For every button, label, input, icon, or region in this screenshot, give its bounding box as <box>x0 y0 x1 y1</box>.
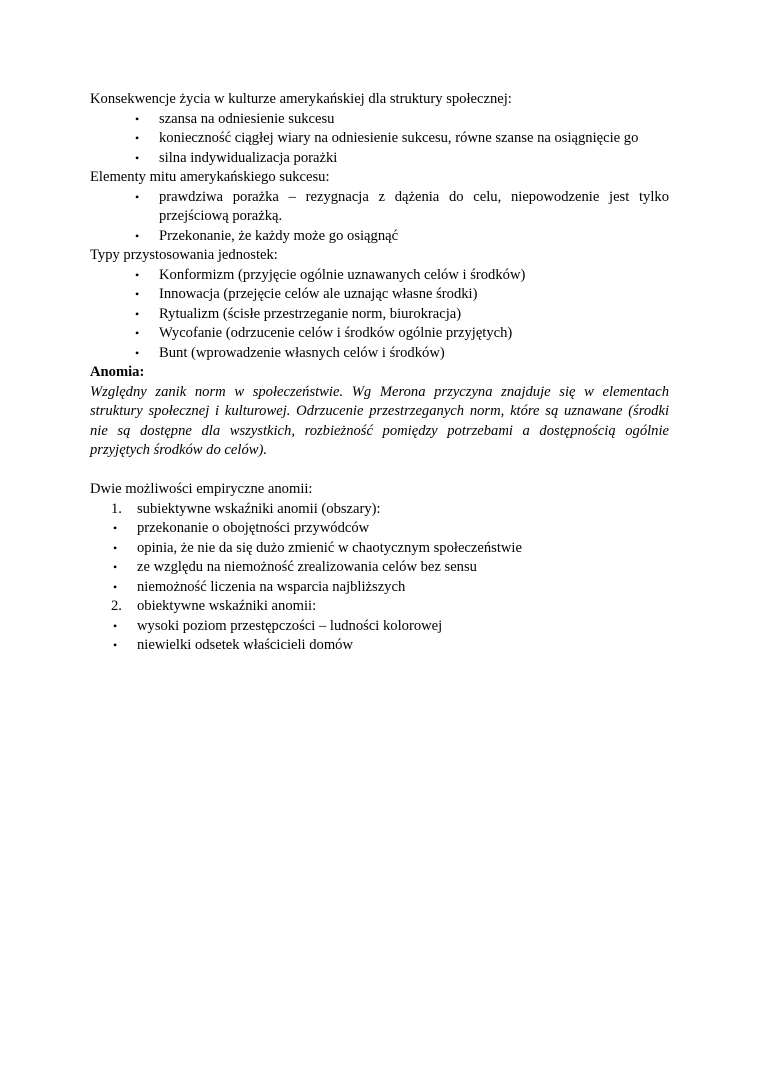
bullet-icon: • <box>113 638 118 652</box>
consequences-list <box>90 110 669 169</box>
empirical-list <box>90 500 669 656</box>
list-item: • konieczność ciągłej wiary na odniesienie sukcesu, równe szanse na osiągnięcie go <box>90 129 669 149</box>
numbered-item: 2. obiektywne wskaźniki anomii: <box>90 597 669 617</box>
bullet-icon: • <box>113 540 118 555</box>
list-item: • prawdziwa porażka – rezygnacja z dążenia do celu, niepowodzenie jest tylko przejściową porażką. <box>135 188 669 224</box>
list-item: • Bunt (wprowadzenie własnych celów i środków) <box>90 344 669 364</box>
bullet-icon: • <box>135 189 140 204</box>
list-item: • Konformizm (przyjęcie ogólnie uznawanych celów i środków) <box>90 266 669 286</box>
document-page <box>90 90 669 656</box>
bullet-icon: • <box>135 111 140 126</box>
list-item: • opinia, że nie da się dużo zmienić w chaotycznym społeczeństwie <box>90 539 669 559</box>
anomia-heading: Anomia: <box>90 364 145 380</box>
empirical-title: Dwie możliwości empiryczne anomii: <box>90 481 313 497</box>
consequences-title: Konsekwencje życia w kulturze amerykańskiej dla struktury społecznej: <box>90 91 512 107</box>
list-item: • silna indywidualizacja porażki <box>90 149 669 169</box>
list-item: • przekonanie o obojętności przywódców <box>90 519 669 539</box>
adaptation-list <box>90 266 669 364</box>
bullet-icon: • <box>113 618 118 633</box>
list-item: • niemożność liczenia na wsparcia najbliższych <box>90 578 669 598</box>
list-number: 2. <box>111 598 122 614</box>
bullet-icon: • <box>135 287 140 301</box>
anomia-definition: Względny zanik norm w społeczeństwie. Wg Merona przyczyna znajduje się w elementach struktury społecznej i kulturowej. Odrzucenie przestrzeganych norm, które są uznawane (środki nie są dostępne dla wszystkich, rozbieżność pomiędzy potrzebami a dostępnością ogólnie przyjętych środków do celów). <box>90 383 669 458</box>
bullet-icon: • <box>135 306 140 321</box>
list-item: • wysoki poziom przestępczości – ludności kolorowej <box>90 617 669 637</box>
blank-line <box>90 461 669 481</box>
list-item: • niewielki odsetek właścicieli domów <box>90 636 669 656</box>
myth-title: Elementy mitu amerykańskiego sukcesu: <box>90 169 330 185</box>
adaptation-title: Typy przystosowania jednostek: <box>90 247 278 263</box>
list-number: 1. <box>111 500 122 517</box>
bullet-icon: • <box>135 150 140 165</box>
numbered-item: 1. subiektywne wskaźniki anomii (obszary): <box>90 500 669 520</box>
list-item: • ze względu na niemożność zrealizowania celów bez sensu <box>90 558 669 578</box>
list-item: • Wycofanie (odrzucenie celów i środków ogólnie przyjętych) <box>90 324 669 344</box>
bullet-icon: • <box>113 579 118 594</box>
list-item: • szansa na odniesienie sukcesu <box>90 110 669 130</box>
bullet-icon: • <box>113 521 118 535</box>
list-item: • Innowacja (przejęcie celów ale uznając własne środki) <box>90 285 669 305</box>
list-item: • Przekonanie, że każdy może go osiągnąć <box>90 227 669 247</box>
bullet-icon: • <box>113 560 118 574</box>
bullet-icon: • <box>135 228 140 243</box>
myth-list <box>90 188 669 247</box>
bullet-icon: • <box>135 326 140 340</box>
bullet-icon: • <box>135 345 140 360</box>
bullet-icon: • <box>135 267 140 282</box>
list-item: • Rytualizm (ścisłe przestrzeganie norm, biurokracja) <box>90 305 669 325</box>
bullet-icon: • <box>135 131 140 145</box>
